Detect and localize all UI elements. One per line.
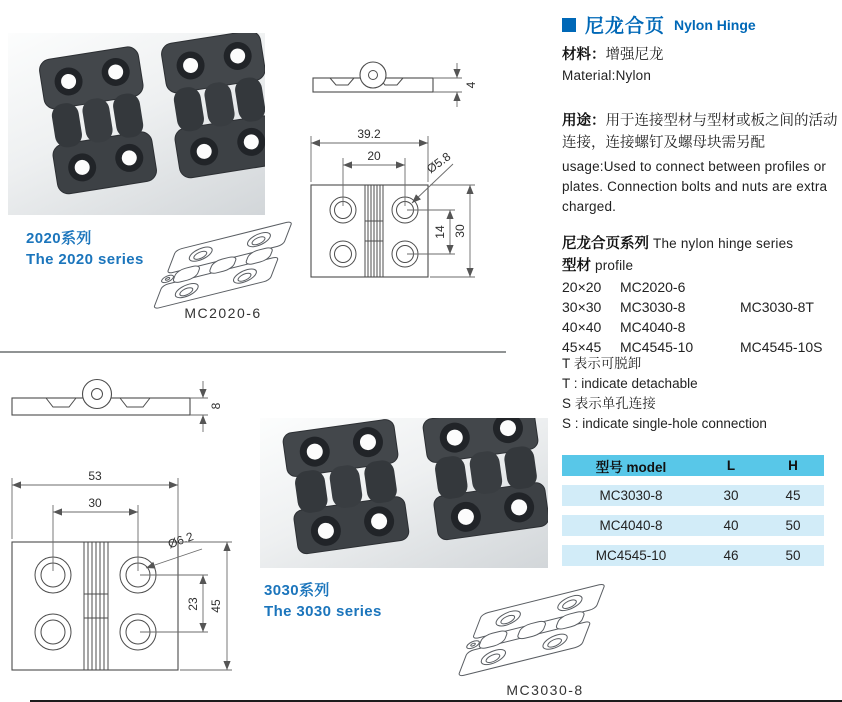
spec-table-row: [562, 545, 824, 566]
series-2020-caption: [26, 228, 144, 270]
profile-size: 40×40: [562, 319, 602, 335]
spec-table-header-l: L: [700, 455, 762, 476]
dim-pitch-3030: 23: [186, 597, 200, 611]
spec-cell-model: MC4545-10: [562, 545, 700, 566]
material-block: [562, 44, 842, 86]
model-name: MC2020-6: [620, 279, 686, 295]
material-en: Material:Nylon: [562, 68, 652, 83]
product-photo-2020: [8, 33, 265, 215]
spec-cell-model: MC3030-8: [562, 485, 700, 506]
dim-width-2020: 39.2: [357, 127, 381, 141]
series-list-title-en: The nylon hinge series: [653, 236, 794, 251]
material-value: 增强尼龙: [605, 47, 664, 63]
model-list-row: [562, 277, 842, 297]
notes-block: [562, 354, 842, 434]
profile-size: 45×45: [562, 339, 602, 355]
usage-label: 用途：: [562, 113, 606, 129]
spec-table-header-h: H: [762, 455, 824, 476]
dim-hole-dia-3030: Ø6.2: [166, 529, 196, 552]
spec-cell-l: 40: [700, 515, 762, 536]
title-square-icon: [562, 18, 576, 32]
spec-table-header-row: [562, 455, 824, 476]
model-list-row: [562, 317, 842, 337]
series-3030-cn: 3030系列: [264, 582, 330, 599]
note-line: T 表示可脱卸: [562, 356, 642, 371]
series-2020-en: The 2020 series: [26, 251, 144, 268]
series-list-title-cn: 尼龙合页系列: [562, 236, 649, 252]
dim-height-3030: 45: [209, 599, 223, 613]
front-view-drawing-3030: [10, 448, 250, 693]
page-title-en: Nylon Hinge: [674, 16, 756, 33]
side-view-drawing-3030: [8, 365, 223, 440]
profile-label-cn: 型材: [562, 258, 591, 274]
model-name: MC4040-8: [620, 319, 686, 335]
dim-pitch-2020: 14: [433, 225, 447, 239]
spec-cell-l: 46: [700, 545, 762, 566]
hinge-photo-graphic-2020: [8, 33, 265, 215]
series-2020-cn: 2020系列: [26, 230, 92, 247]
spec-table-row: [562, 485, 824, 506]
model-label-2020: MC2020-6: [184, 305, 262, 321]
dim-thickness-2020: 4: [464, 81, 478, 89]
model-label-3030: MC3030-8: [506, 682, 584, 698]
dim-hole-spacing-3030: 30: [88, 496, 102, 510]
dim-height-2020: 30: [453, 224, 467, 238]
product-photo-3030: [260, 418, 548, 568]
side-view-drawing-2020: [300, 55, 490, 117]
spec-table: [562, 455, 824, 575]
section-divider: [0, 351, 506, 353]
dim-hole-dia-2020: Ø5.8: [424, 149, 454, 177]
model-name-alt: MC4545-10S: [740, 339, 823, 355]
material-label: 材料：: [562, 47, 606, 63]
series-list-block: [562, 233, 842, 357]
dim-hole-spacing-2020: 20: [367, 149, 381, 163]
note-line: S 表示单孔连接: [562, 396, 656, 411]
iso-drawing-2020: [150, 218, 300, 318]
spec-cell-h: 50: [762, 545, 824, 566]
page-title-cn: 尼龙合页: [585, 16, 666, 37]
note-line: S : indicate single-hole connection: [562, 416, 767, 431]
profile-size: 20×20: [562, 279, 602, 295]
spec-cell-h: 45: [762, 485, 824, 506]
hinge-photo-graphic-3030: [260, 418, 548, 568]
spec-cell-model: MC4040-8: [562, 515, 700, 536]
profile-size: 30×30: [562, 299, 602, 315]
front-view-drawing-2020: [303, 122, 548, 322]
model-list-row: [562, 297, 842, 317]
usage-en: usage:Used to connect between profiles or plates. Connection bolts and nuts are extra charged.: [562, 159, 828, 214]
usage-block: [562, 110, 842, 217]
note-line: T : indicate detachable: [562, 376, 698, 391]
spec-cell-h: 50: [762, 515, 824, 536]
series-3030-en: The 3030 series: [264, 603, 382, 620]
usage-cn: 用于连接型材与型材或板之间的活动连接，连接螺钉及螺母块需另配: [562, 113, 838, 151]
dim-thickness-3030: 8: [209, 402, 223, 410]
model-name: MC3030-8: [620, 299, 686, 315]
model-name-alt: MC3030-8T: [740, 299, 814, 315]
series-3030-caption: [264, 580, 382, 622]
profile-label-en: profile: [595, 258, 634, 273]
spec-table-row: [562, 515, 824, 536]
iso-drawing-3030: [452, 578, 612, 683]
dim-width-3030: 53: [88, 469, 102, 483]
spec-cell-l: 30: [700, 485, 762, 506]
page-title: [562, 11, 842, 38]
model-name: MC4545-10: [620, 339, 694, 355]
spec-table-header-model: 型号 model: [562, 455, 700, 476]
